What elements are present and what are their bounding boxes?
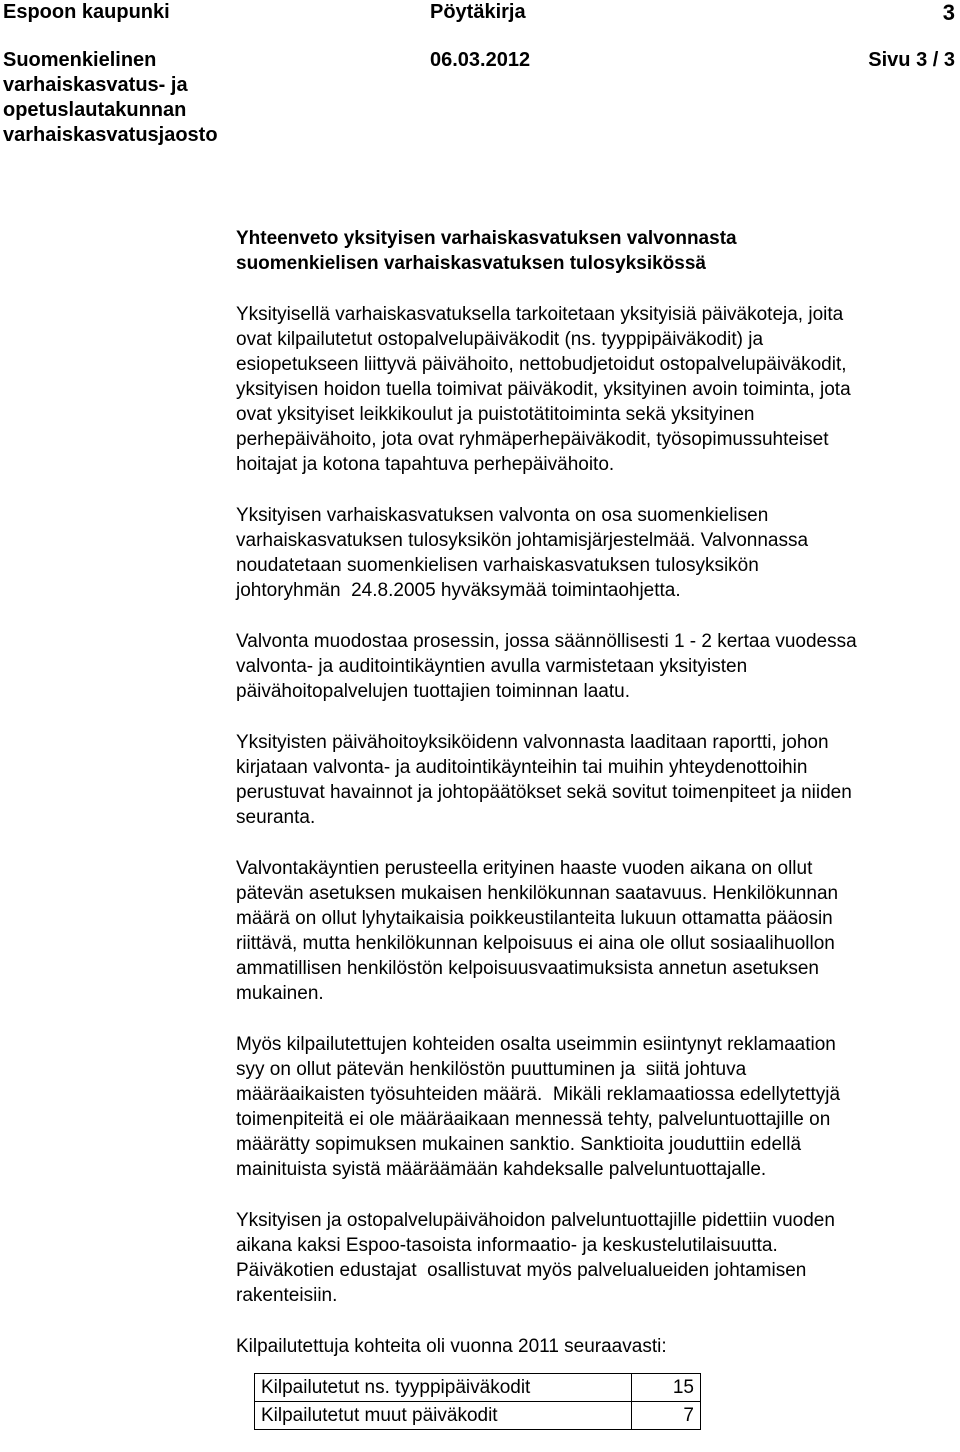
header-page-label: Sivu 3 / 3 [868,49,955,71]
table-value-cell: 7 [632,1402,701,1430]
paragraph-information-sessions [236,1208,954,1308]
paragraph-line: Myös kilpailutettujen kohteiden osalta useimmin esiintynyt reklamaation [236,1034,836,1055]
paragraph-supervision-process [236,629,954,704]
paragraph-line: ovat yksityiset leikkikoulut ja puistotätitoiminta sekä yksityinen [236,404,755,425]
paragraph-line: yksityisen hoidon tuella toimivat päiväkodit, yksityinen avoin toiminta, jota [236,379,851,400]
paragraph-line: Valvonta muodostaa prosessin, jossa säännöllisesti 1 - 2 kertaa vuodessa [236,631,857,652]
paragraph-supervision-system [236,503,954,603]
header-committee [3,48,218,148]
header-page-number: 3 [942,0,955,25]
summary-title [236,226,954,276]
summary-title-line: suomenkielisen varhaiskasvatuksen tulosyksikössä [236,253,706,274]
table-row [255,1402,701,1430]
summary-title-line: Yhteenveto yksityisen varhaiskasvatuksen valvonnasta [236,228,737,249]
paragraph-line: riittävä, mutta henkilökunnan kelpoisuus ei aina ole ollut sosiaalihuollon [236,933,835,954]
paragraph-line: seuranta. [236,807,316,828]
paragraph-line: varhaiskasvatuksen tulosyksikön johtamisjärjestelmää. Valvonnassa [236,530,809,551]
paragraph-reclamations [236,1032,954,1182]
paragraph-line: valvonta- ja auditointikäyntien avulla varmistetaan yksityisten [236,656,748,677]
paragraph-line: Valvontakäyntien perusteella erityinen haaste vuoden aikana on ollut [236,858,813,879]
paragraph-line: mainituista syistä määräämään kahdeksalle palveluntuottajalle. [236,1159,767,1180]
paragraph-line: johtoryhmän 24.8.2005 hyväksymää toimintaohjetta. [236,580,681,601]
table-row [255,1374,701,1402]
paragraph-line: Päiväkotien edustajat osallistuvat myös palvelualueiden johtamisen [236,1260,807,1281]
paragraph-line: Yksityisellä varhaiskasvatuksella tarkoitetaan yksityisiä päiväkoteja, joita [236,304,844,325]
paragraph-line: mukainen. [236,983,324,1004]
paragraph-line: määrä on ollut lyhytaikaisia poikkeustilanteita lukuun ottamatta pääosin [236,908,833,929]
paragraph-line: perustuvat havainnot ja johtopäätökset sekä sovitut toimenpiteet ja niiden [236,782,852,803]
header-committee-line: varhaiskasvatus- ja [3,74,188,96]
paragraph-line: pätevän asetuksen mukaisen henkilökunnan saatavuus. Henkilökunnan [236,883,839,904]
paragraph-line: syy on ollut pätevän henkilöstön puuttuminen ja siitä johtuva [236,1059,747,1080]
table-label-cell: Kilpailutetut ns. tyyppipäiväkodit [255,1374,632,1402]
paragraph-line: rakenteisiin. [236,1285,338,1306]
paragraph-line: Yksityisen ja ostopalvelupäivähoidon palveluntuottajille pidettiin vuoden [236,1210,835,1231]
paragraph-line: määrätty sopimuksen mukainen sanktio. Sanktioita jouduttiin edellä [236,1134,802,1155]
paragraph-line: perhepäivähoito, jota ovat ryhmäperhepäiväkodit, työsopimussuhteiset [236,429,829,450]
paragraph-line: määräaikaisten työsuhteiden määrä. Mikäli reklamaatiossa edellytettyjä [236,1084,841,1105]
header-date: 06.03.2012 [430,49,531,71]
paragraph-table-intro [236,1334,954,1359]
paragraph-line: noudatetaan suomenkielisen varhaiskasvatuksen tulosyksikön [236,555,759,576]
header-document-type: Pöytäkirja [430,1,526,23]
header-committee-line: opetuslautakunnan [3,99,187,121]
table-value-cell: 15 [632,1374,701,1402]
paragraph-line: hoitajat ja kotona tapahtuva perhepäivähoito. [236,454,615,475]
paragraph-line: Yksityisten päivähoitoyksiköidenn valvonnasta laaditaan raportti, johon [236,732,829,753]
paragraph-line: toimenpiteitä ei ole määräaikaan mennessä tehty, palveluntuottajille on [236,1109,831,1130]
paragraph-line: Yksityisen varhaiskasvatuksen valvonta on osa suomenkielisen [236,505,769,526]
paragraph-line: kirjataan valvonta- ja auditointikäynteihin tai muihin yhteydenottoihin [236,757,808,778]
document-body [236,226,954,1430]
paragraph-line: ovat kilpailutetut ostopalvelupäiväkodit (ns. tyyppipäiväkodit) ja [236,329,764,350]
paragraph-line: aikana kaksi Espoo-tasoista informaatio- ja keskustelutilaisuutta. [236,1235,778,1256]
paragraph-line: esiopetukseen liittyvä päivähoito, nettobudjetoidut ostopalvelupäiväkodit, [236,354,847,375]
paragraph-line: päivähoitopalvelujen tuottajien toiminnan laatu. [236,681,630,702]
paragraph-private-daycare-definition [236,302,954,477]
header-committee-line: varhaiskasvatusjaosto [3,124,218,146]
paragraph-line: ammatillisen henkilöstön kelpoisuusvaatimuksista annetun asetuksen [236,958,819,979]
paragraph-line: Kilpailutettuja kohteita oli vuonna 2011 seuraavasti: [236,1336,667,1357]
table-label-cell: Kilpailutetut muut päiväkodit [255,1402,632,1430]
header-organization: Espoon kaupunki [3,1,170,23]
paragraph-staffing-challenge [236,856,954,1006]
header-committee-line: Suomenkielinen [3,49,157,71]
paragraph-supervision-report [236,730,954,830]
competition-table [254,1373,701,1430]
